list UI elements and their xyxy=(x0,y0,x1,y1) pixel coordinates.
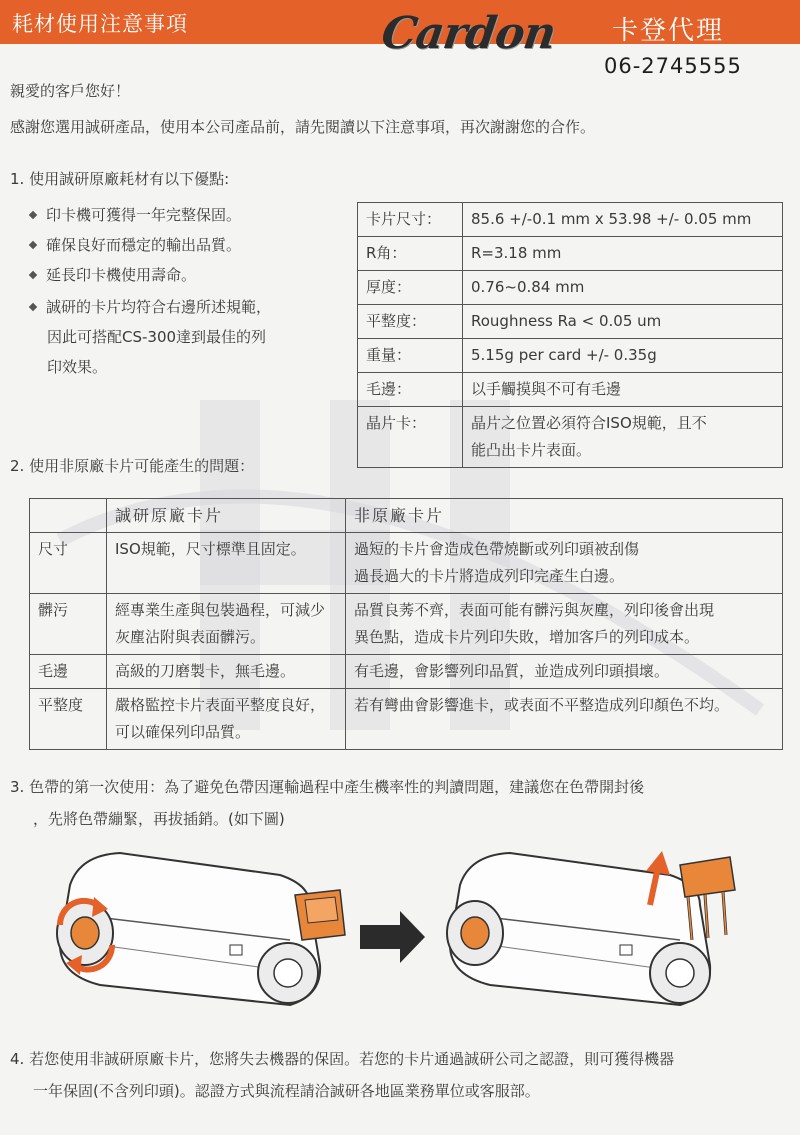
bullet-3: 延長印卡機使用壽命。 xyxy=(30,264,196,285)
header-empty xyxy=(30,499,107,533)
header-original: 誠研原廠卡片 xyxy=(107,499,346,533)
table-row xyxy=(358,271,783,305)
spec-value: 以手觸摸與不可有毛邊 xyxy=(463,373,783,407)
table-row xyxy=(358,339,783,373)
table-header-row xyxy=(30,499,783,533)
spec-value: Roughness Ra < 0.05 um xyxy=(463,305,783,339)
cell-line: 過短的卡片會造成色帶燒斷或列印頭被刮傷 xyxy=(354,540,640,558)
table-row xyxy=(358,373,783,407)
spec-value: R=3.18 mm xyxy=(463,237,783,271)
cell-line: 品質良莠不齊，表面可能有髒污與灰塵，列印後會出現 xyxy=(354,601,715,619)
spec-label: 晶片卡： xyxy=(358,407,463,468)
bullet-1: 印卡機可獲得一年完整保固。 xyxy=(30,204,241,225)
row-label: 毛邊 xyxy=(30,655,107,689)
comparison-table xyxy=(29,498,783,750)
other-cell xyxy=(346,689,783,750)
cell-line: 異色點，造成卡片列印失敗，增加客戶的列印成本。 xyxy=(354,628,700,646)
section4-line2: 一年保固(不含列印頭)。認證方式與流程請洽誠研各地區業務單位或客服部。 xyxy=(33,1082,540,1100)
spec-label: 平整度： xyxy=(358,305,463,339)
spec-label: R角： xyxy=(358,237,463,271)
other-cell xyxy=(346,594,783,655)
ribbon-cartridge-before xyxy=(57,853,345,1005)
section1-title: 1. 使用誠研原廠耗材有以下優點: xyxy=(10,170,230,188)
spec-label: 厚度： xyxy=(358,271,463,305)
spec-value: 0.76~0.84 mm xyxy=(463,271,783,305)
ribbon-illustration xyxy=(40,845,780,1015)
intro-message: 感謝您選用誠研產品，使用本公司產品前，請先閱讀以下注意事項，再次謝謝您的合作。 xyxy=(10,118,596,136)
orig-cell xyxy=(107,533,346,594)
spec-value-line: 能凸出卡片表面。 xyxy=(471,441,592,459)
table-row xyxy=(30,689,783,750)
phone-number: 06-2745555 xyxy=(604,54,742,78)
table-row xyxy=(358,237,783,271)
table-row xyxy=(30,594,783,655)
header-non-original: 非原廠卡片 xyxy=(346,499,783,533)
section4-line1: 4. 若您使用非誠研原廠卡片，您將失去機器的保固。若您的卡片通過誠研公司之認證，則可獲得機器 xyxy=(10,1050,675,1068)
cell-line: ISO規範，尺寸標準且固定。 xyxy=(115,540,306,558)
bullet-2: 確保良好而穩定的輸出品質。 xyxy=(30,234,241,255)
section2-title: 2. 使用非原廠卡片可能產生的問題： xyxy=(10,457,255,475)
agent-label: 卡登代理 xyxy=(612,16,725,46)
orig-cell xyxy=(107,655,346,689)
greeting: 親愛的客戶您好！ xyxy=(10,82,131,100)
cell-line: 可以確保列印品質。 xyxy=(115,723,251,741)
row-label: 尺寸 xyxy=(30,533,107,594)
cell-line: 灰塵沾附與表面髒污。 xyxy=(115,628,266,646)
cell-line: 嚴格監控卡片表面平整度良好， xyxy=(115,696,326,714)
spec-label: 重量： xyxy=(358,339,463,373)
bullet-4-cont-1: 因此可搭配CS-300達到最佳的列 xyxy=(47,328,267,346)
cell-line: 過長過大的卡片將造成列印完產生白邊。 xyxy=(354,567,625,585)
other-cell xyxy=(346,533,783,594)
spec-label: 毛邊： xyxy=(358,373,463,407)
table-row xyxy=(30,533,783,594)
table-row xyxy=(358,203,783,237)
table-row xyxy=(30,655,783,689)
cell-line: 若有彎曲會影響進卡，或表面不平整造成列印顏色不均。 xyxy=(354,696,730,714)
table-row xyxy=(358,305,783,339)
table-row xyxy=(358,407,783,468)
spec-value: 85.6 +/-0.1 mm x 53.98 +/- 0.05 mm xyxy=(463,203,783,237)
section3-line1: 3. 色帶的第一次使用：為了避免色帶因運輸過程中產生機率性的判讀問題，建議您在色帶開封後 xyxy=(10,778,645,796)
arrow-right-icon xyxy=(360,911,425,963)
cell-line: 經專業生產與包裝過程，可減少 xyxy=(115,601,326,619)
spec-label: 卡片尺寸： xyxy=(358,203,463,237)
bullet-4-cont-2: 印效果。 xyxy=(47,358,108,376)
row-label: 平整度 xyxy=(30,689,107,750)
spec-value-line: 晶片之位置必須符合ISO規範，且不 xyxy=(471,414,707,432)
orig-cell xyxy=(107,594,346,655)
other-cell xyxy=(346,655,783,689)
spec-value xyxy=(463,407,783,468)
cardon-logo: Cardon xyxy=(378,8,559,59)
page-title: 耗材使用注意事項 xyxy=(12,12,188,36)
spec-value: 5.15g per card +/- 0.35g xyxy=(463,339,783,373)
orig-cell xyxy=(107,689,346,750)
cell-line: 有毛邊，會影響列印品質，並造成列印頭損壞。 xyxy=(354,662,670,680)
ribbon-cartridge-after xyxy=(447,853,710,1005)
cell-line: 高級的刀磨製卡，無毛邊。 xyxy=(115,662,296,680)
section3-line2: ，先將色帶繃緊，再拔插銷。(如下圖) xyxy=(33,810,285,828)
row-label: 髒污 xyxy=(30,594,107,655)
spec-table xyxy=(357,202,783,468)
bullet-4: 誠研的卡片均符合右邊所述規範， xyxy=(30,296,271,317)
